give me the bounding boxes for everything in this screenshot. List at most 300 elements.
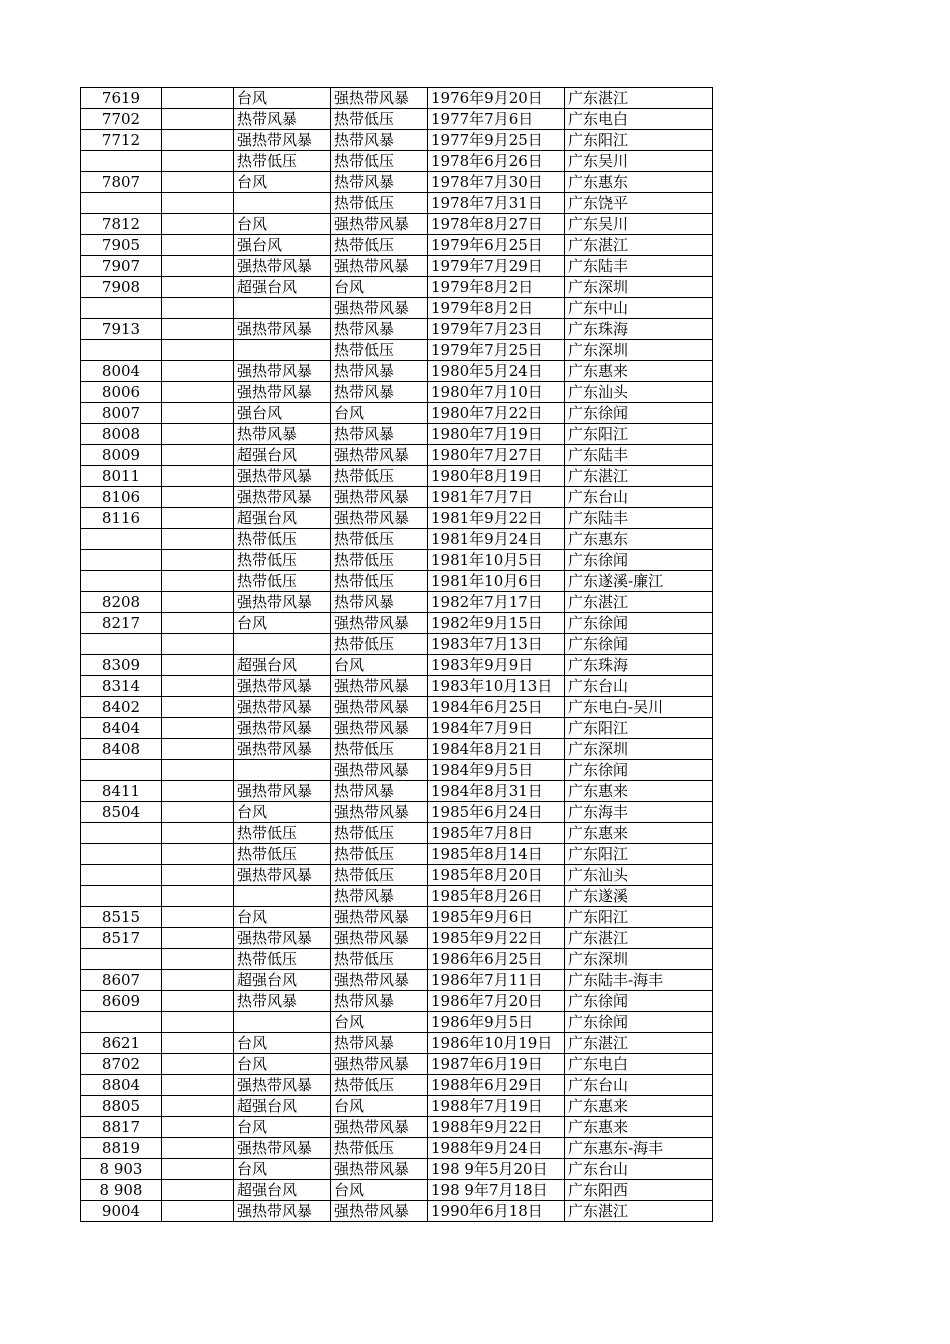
max-intensity-cell[interactable]: 台风 [234, 907, 331, 928]
typhoon-number-cell[interactable]: 8515 [81, 907, 162, 928]
landing-intensity-cell[interactable]: 强热带风暴 [331, 256, 428, 277]
max-intensity-cell[interactable]: 强热带风暴 [234, 592, 331, 613]
landing-date-cell[interactable]: 1977年7月6日 [428, 109, 565, 130]
landing-intensity-cell[interactable]: 强热带风暴 [331, 676, 428, 697]
blank-cell[interactable] [162, 277, 234, 298]
blank-cell[interactable] [162, 319, 234, 340]
landing-intensity-cell[interactable]: 强热带风暴 [331, 445, 428, 466]
landing-location-cell[interactable]: 广东汕头 [565, 865, 713, 886]
landing-intensity-cell[interactable]: 热带低压 [331, 571, 428, 592]
typhoon-number-cell[interactable]: 9004 [81, 1201, 162, 1222]
landing-location-cell[interactable]: 广东惠来 [565, 1117, 713, 1138]
landing-date-cell[interactable]: 1990年6月18日 [428, 1201, 565, 1222]
landing-intensity-cell[interactable]: 热带低压 [331, 550, 428, 571]
max-intensity-cell[interactable]: 台风 [234, 1117, 331, 1138]
max-intensity-cell[interactable]: 热带低压 [234, 151, 331, 172]
blank-cell[interactable] [162, 634, 234, 655]
blank-cell[interactable] [162, 592, 234, 613]
max-intensity-cell[interactable]: 超强台风 [234, 508, 331, 529]
landing-location-cell[interactable]: 广东湛江 [565, 1201, 713, 1222]
max-intensity-cell[interactable]: 超强台风 [234, 655, 331, 676]
landing-location-cell[interactable]: 广东阳江 [565, 130, 713, 151]
landing-intensity-cell[interactable]: 热带风暴 [331, 172, 428, 193]
landing-intensity-cell[interactable]: 强热带风暴 [331, 88, 428, 109]
typhoon-number-cell[interactable] [81, 151, 162, 172]
landing-date-cell[interactable]: 1984年6月25日 [428, 697, 565, 718]
typhoon-number-cell[interactable]: 8009 [81, 445, 162, 466]
max-intensity-cell[interactable]: 强热带风暴 [234, 676, 331, 697]
max-intensity-cell[interactable]: 强热带风暴 [234, 697, 331, 718]
typhoon-number-cell[interactable]: 8609 [81, 991, 162, 1012]
blank-cell[interactable] [162, 487, 234, 508]
max-intensity-cell[interactable] [234, 298, 331, 319]
max-intensity-cell[interactable]: 台风 [234, 1159, 331, 1180]
landing-date-cell[interactable]: 1982年7月17日 [428, 592, 565, 613]
typhoon-number-cell[interactable]: 8007 [81, 403, 162, 424]
typhoon-number-cell[interactable] [81, 949, 162, 970]
blank-cell[interactable] [162, 1096, 234, 1117]
typhoon-number-cell[interactable]: 7907 [81, 256, 162, 277]
typhoon-number-cell[interactable]: 8404 [81, 718, 162, 739]
blank-cell[interactable] [162, 739, 234, 760]
landing-date-cell[interactable]: 198 9年5月20日 [428, 1159, 565, 1180]
blank-cell[interactable] [162, 1201, 234, 1222]
typhoon-number-cell[interactable]: 8208 [81, 592, 162, 613]
max-intensity-cell[interactable] [234, 886, 331, 907]
landing-intensity-cell[interactable]: 强热带风暴 [331, 970, 428, 991]
landing-date-cell[interactable]: 1983年7月13日 [428, 634, 565, 655]
blank-cell[interactable] [162, 802, 234, 823]
blank-cell[interactable] [162, 382, 234, 403]
landing-intensity-cell[interactable]: 热带低压 [331, 634, 428, 655]
landing-date-cell[interactable]: 1988年6月29日 [428, 1075, 565, 1096]
landing-location-cell[interactable]: 广东徐闻 [565, 634, 713, 655]
landing-date-cell[interactable]: 1981年9月22日 [428, 508, 565, 529]
landing-date-cell[interactable]: 1986年10月19日 [428, 1033, 565, 1054]
landing-date-cell[interactable]: 1983年9月9日 [428, 655, 565, 676]
landing-intensity-cell[interactable]: 台风 [331, 655, 428, 676]
landing-location-cell[interactable]: 广东阳江 [565, 424, 713, 445]
landing-intensity-cell[interactable]: 台风 [331, 1012, 428, 1033]
landing-location-cell[interactable]: 广东徐闻 [565, 403, 713, 424]
landing-date-cell[interactable]: 1985年7月8日 [428, 823, 565, 844]
landing-intensity-cell[interactable]: 台风 [331, 1180, 428, 1201]
landing-date-cell[interactable]: 1979年8月2日 [428, 298, 565, 319]
landing-location-cell[interactable]: 广东台山 [565, 1075, 713, 1096]
typhoon-number-cell[interactable]: 8006 [81, 382, 162, 403]
landing-date-cell[interactable]: 1981年9月24日 [428, 529, 565, 550]
max-intensity-cell[interactable]: 台风 [234, 1033, 331, 1054]
landing-location-cell[interactable]: 广东电白-吴川 [565, 697, 713, 718]
max-intensity-cell[interactable]: 热带低压 [234, 571, 331, 592]
landing-date-cell[interactable]: 1981年10月6日 [428, 571, 565, 592]
typhoon-number-cell[interactable]: 8817 [81, 1117, 162, 1138]
blank-cell[interactable] [162, 361, 234, 382]
blank-cell[interactable] [162, 760, 234, 781]
max-intensity-cell[interactable]: 台风 [234, 88, 331, 109]
landing-location-cell[interactable]: 广东湛江 [565, 592, 713, 613]
landing-intensity-cell[interactable]: 热带低压 [331, 844, 428, 865]
landing-date-cell[interactable]: 1987年6月19日 [428, 1054, 565, 1075]
landing-intensity-cell[interactable]: 强热带风暴 [331, 697, 428, 718]
typhoon-number-cell[interactable]: 8805 [81, 1096, 162, 1117]
landing-location-cell[interactable]: 广东深圳 [565, 949, 713, 970]
landing-location-cell[interactable]: 广东珠海 [565, 655, 713, 676]
typhoon-number-cell[interactable]: 7807 [81, 172, 162, 193]
landing-location-cell[interactable]: 广东深圳 [565, 277, 713, 298]
landing-intensity-cell[interactable]: 热带低压 [331, 529, 428, 550]
landing-date-cell[interactable]: 1980年8月19日 [428, 466, 565, 487]
max-intensity-cell[interactable] [234, 1012, 331, 1033]
landing-date-cell[interactable]: 1982年9月15日 [428, 613, 565, 634]
landing-location-cell[interactable]: 广东陆丰 [565, 445, 713, 466]
typhoon-number-cell[interactable]: 8217 [81, 613, 162, 634]
typhoon-number-cell[interactable]: 8309 [81, 655, 162, 676]
typhoon-number-cell[interactable]: 8116 [81, 508, 162, 529]
typhoon-number-cell[interactable]: 8819 [81, 1138, 162, 1159]
typhoon-number-cell[interactable]: 7619 [81, 88, 162, 109]
landing-location-cell[interactable]: 广东陆丰 [565, 508, 713, 529]
landing-intensity-cell[interactable]: 热带风暴 [331, 130, 428, 151]
max-intensity-cell[interactable]: 热带风暴 [234, 991, 331, 1012]
blank-cell[interactable] [162, 1159, 234, 1180]
blank-cell[interactable] [162, 1180, 234, 1201]
landing-date-cell[interactable]: 1978年8月27日 [428, 214, 565, 235]
max-intensity-cell[interactable]: 超强台风 [234, 1096, 331, 1117]
landing-date-cell[interactable]: 1984年7月9日 [428, 718, 565, 739]
typhoon-number-cell[interactable]: 8004 [81, 361, 162, 382]
max-intensity-cell[interactable]: 台风 [234, 802, 331, 823]
blank-cell[interactable] [162, 697, 234, 718]
blank-cell[interactable] [162, 151, 234, 172]
blank-cell[interactable] [162, 298, 234, 319]
landing-intensity-cell[interactable]: 强热带风暴 [331, 928, 428, 949]
landing-intensity-cell[interactable]: 热带低压 [331, 1075, 428, 1096]
landing-date-cell[interactable]: 1986年6月25日 [428, 949, 565, 970]
typhoon-number-cell[interactable]: 8011 [81, 466, 162, 487]
landing-intensity-cell[interactable]: 强热带风暴 [331, 613, 428, 634]
blank-cell[interactable] [162, 403, 234, 424]
landing-intensity-cell[interactable]: 热带低压 [331, 466, 428, 487]
landing-location-cell[interactable]: 广东徐闻 [565, 991, 713, 1012]
max-intensity-cell[interactable]: 超强台风 [234, 1180, 331, 1201]
max-intensity-cell[interactable]: 强热带风暴 [234, 781, 331, 802]
typhoon-number-cell[interactable]: 8 908 [81, 1180, 162, 1201]
landing-intensity-cell[interactable]: 热带风暴 [331, 886, 428, 907]
landing-intensity-cell[interactable]: 强热带风暴 [331, 718, 428, 739]
blank-cell[interactable] [162, 256, 234, 277]
typhoon-number-cell[interactable] [81, 298, 162, 319]
landing-location-cell[interactable]: 广东遂溪-廉江 [565, 571, 713, 592]
landing-date-cell[interactable]: 1988年9月22日 [428, 1117, 565, 1138]
landing-intensity-cell[interactable]: 台风 [331, 403, 428, 424]
max-intensity-cell[interactable]: 热带风暴 [234, 424, 331, 445]
landing-intensity-cell[interactable]: 热带风暴 [331, 781, 428, 802]
typhoon-number-cell[interactable]: 8621 [81, 1033, 162, 1054]
blank-cell[interactable] [162, 340, 234, 361]
blank-cell[interactable] [162, 1117, 234, 1138]
typhoon-number-cell[interactable] [81, 340, 162, 361]
blank-cell[interactable] [162, 130, 234, 151]
landing-location-cell[interactable]: 广东阳江 [565, 844, 713, 865]
landing-location-cell[interactable]: 广东吴川 [565, 214, 713, 235]
landing-intensity-cell[interactable]: 热带风暴 [331, 592, 428, 613]
landing-date-cell[interactable]: 1986年7月20日 [428, 991, 565, 1012]
blank-cell[interactable] [162, 1054, 234, 1075]
typhoon-number-cell[interactable]: 7905 [81, 235, 162, 256]
blank-cell[interactable] [162, 928, 234, 949]
typhoon-number-cell[interactable] [81, 193, 162, 214]
landing-intensity-cell[interactable]: 强热带风暴 [331, 487, 428, 508]
landing-location-cell[interactable]: 广东徐闻 [565, 613, 713, 634]
landing-location-cell[interactable]: 广东中山 [565, 298, 713, 319]
blank-cell[interactable] [162, 676, 234, 697]
blank-cell[interactable] [162, 1138, 234, 1159]
landing-intensity-cell[interactable]: 热带低压 [331, 1138, 428, 1159]
landing-date-cell[interactable]: 1980年7月10日 [428, 382, 565, 403]
landing-intensity-cell[interactable]: 台风 [331, 1096, 428, 1117]
landing-intensity-cell[interactable]: 强热带风暴 [331, 508, 428, 529]
max-intensity-cell[interactable]: 超强台风 [234, 970, 331, 991]
landing-location-cell[interactable]: 广东惠来 [565, 781, 713, 802]
blank-cell[interactable] [162, 886, 234, 907]
blank-cell[interactable] [162, 781, 234, 802]
landing-date-cell[interactable]: 1977年9月25日 [428, 130, 565, 151]
landing-location-cell[interactable]: 广东台山 [565, 1159, 713, 1180]
landing-date-cell[interactable]: 1988年7月19日 [428, 1096, 565, 1117]
landing-intensity-cell[interactable]: 热带低压 [331, 949, 428, 970]
blank-cell[interactable] [162, 109, 234, 130]
landing-date-cell[interactable]: 1981年7月7日 [428, 487, 565, 508]
landing-location-cell[interactable]: 广东惠东 [565, 172, 713, 193]
landing-date-cell[interactable]: 1979年7月29日 [428, 256, 565, 277]
landing-date-cell[interactable]: 1978年6月26日 [428, 151, 565, 172]
typhoon-number-cell[interactable] [81, 760, 162, 781]
blank-cell[interactable] [162, 529, 234, 550]
landing-date-cell[interactable]: 1976年9月20日 [428, 88, 565, 109]
blank-cell[interactable] [162, 865, 234, 886]
landing-date-cell[interactable]: 1979年7月23日 [428, 319, 565, 340]
landing-date-cell[interactable]: 1983年10月13日 [428, 676, 565, 697]
max-intensity-cell[interactable]: 热带低压 [234, 823, 331, 844]
landing-date-cell[interactable]: 1985年8月26日 [428, 886, 565, 907]
max-intensity-cell[interactable]: 强热带风暴 [234, 1075, 331, 1096]
landing-intensity-cell[interactable]: 热带风暴 [331, 319, 428, 340]
max-intensity-cell[interactable] [234, 340, 331, 361]
landing-intensity-cell[interactable]: 强热带风暴 [331, 1054, 428, 1075]
max-intensity-cell[interactable]: 强热带风暴 [234, 130, 331, 151]
landing-date-cell[interactable]: 1980年7月27日 [428, 445, 565, 466]
landing-location-cell[interactable]: 广东湛江 [565, 1033, 713, 1054]
blank-cell[interactable] [162, 949, 234, 970]
landing-intensity-cell[interactable]: 热带风暴 [331, 382, 428, 403]
blank-cell[interactable] [162, 844, 234, 865]
blank-cell[interactable] [162, 991, 234, 1012]
landing-location-cell[interactable]: 广东电白 [565, 109, 713, 130]
max-intensity-cell[interactable]: 强热带风暴 [234, 1201, 331, 1222]
max-intensity-cell[interactable]: 强热带风暴 [234, 319, 331, 340]
landing-date-cell[interactable]: 1981年10月5日 [428, 550, 565, 571]
blank-cell[interactable] [162, 571, 234, 592]
landing-location-cell[interactable]: 广东汕头 [565, 382, 713, 403]
typhoon-number-cell[interactable]: 8408 [81, 739, 162, 760]
landing-location-cell[interactable]: 广东惠来 [565, 823, 713, 844]
blank-cell[interactable] [162, 508, 234, 529]
landing-date-cell[interactable]: 1986年7月11日 [428, 970, 565, 991]
typhoon-number-cell[interactable]: 8411 [81, 781, 162, 802]
blank-cell[interactable] [162, 445, 234, 466]
typhoon-number-cell[interactable]: 7908 [81, 277, 162, 298]
max-intensity-cell[interactable]: 强热带风暴 [234, 928, 331, 949]
landing-location-cell[interactable]: 广东陆丰-海丰 [565, 970, 713, 991]
typhoon-number-cell[interactable]: 8702 [81, 1054, 162, 1075]
typhoon-number-cell[interactable] [81, 634, 162, 655]
landing-intensity-cell[interactable]: 强热带风暴 [331, 214, 428, 235]
landing-date-cell[interactable]: 1979年7月25日 [428, 340, 565, 361]
landing-intensity-cell[interactable]: 强热带风暴 [331, 1117, 428, 1138]
typhoon-number-cell[interactable]: 8 903 [81, 1159, 162, 1180]
landing-location-cell[interactable]: 广东徐闻 [565, 550, 713, 571]
landing-location-cell[interactable]: 广东湛江 [565, 88, 713, 109]
landing-date-cell[interactable]: 1984年8月31日 [428, 781, 565, 802]
max-intensity-cell[interactable] [234, 760, 331, 781]
landing-intensity-cell[interactable]: 热带低压 [331, 193, 428, 214]
landing-location-cell[interactable]: 广东惠东-海丰 [565, 1138, 713, 1159]
blank-cell[interactable] [162, 613, 234, 634]
max-intensity-cell[interactable] [234, 634, 331, 655]
typhoon-number-cell[interactable] [81, 1012, 162, 1033]
max-intensity-cell[interactable]: 强热带风暴 [234, 256, 331, 277]
typhoon-number-cell[interactable]: 8517 [81, 928, 162, 949]
landing-intensity-cell[interactable]: 热带低压 [331, 739, 428, 760]
landing-intensity-cell[interactable]: 热带风暴 [331, 361, 428, 382]
max-intensity-cell[interactable]: 强台风 [234, 235, 331, 256]
landing-intensity-cell[interactable]: 台风 [331, 277, 428, 298]
landing-date-cell[interactable]: 198 9年7月18日 [428, 1180, 565, 1201]
max-intensity-cell[interactable]: 热带风暴 [234, 109, 331, 130]
blank-cell[interactable] [162, 718, 234, 739]
typhoon-number-cell[interactable] [81, 844, 162, 865]
landing-date-cell[interactable]: 1985年9月6日 [428, 907, 565, 928]
landing-intensity-cell[interactable]: 热带风暴 [331, 1033, 428, 1054]
landing-location-cell[interactable]: 广东珠海 [565, 319, 713, 340]
blank-cell[interactable] [162, 172, 234, 193]
max-intensity-cell[interactable]: 热带低压 [234, 949, 331, 970]
max-intensity-cell[interactable]: 台风 [234, 214, 331, 235]
max-intensity-cell[interactable]: 超强台风 [234, 277, 331, 298]
landing-date-cell[interactable]: 1985年9月22日 [428, 928, 565, 949]
landing-location-cell[interactable]: 广东徐闻 [565, 1012, 713, 1033]
typhoon-number-cell[interactable]: 7712 [81, 130, 162, 151]
typhoon-number-cell[interactable] [81, 823, 162, 844]
landing-location-cell[interactable]: 广东惠来 [565, 361, 713, 382]
max-intensity-cell[interactable]: 强热带风暴 [234, 1138, 331, 1159]
landing-intensity-cell[interactable]: 强热带风暴 [331, 907, 428, 928]
typhoon-number-cell[interactable]: 7913 [81, 319, 162, 340]
max-intensity-cell[interactable]: 强热带风暴 [234, 382, 331, 403]
blank-cell[interactable] [162, 88, 234, 109]
typhoon-number-cell[interactable] [81, 529, 162, 550]
landing-date-cell[interactable]: 1979年8月2日 [428, 277, 565, 298]
blank-cell[interactable] [162, 1033, 234, 1054]
typhoon-number-cell[interactable]: 7812 [81, 214, 162, 235]
landing-intensity-cell[interactable]: 热带风暴 [331, 991, 428, 1012]
max-intensity-cell[interactable]: 台风 [234, 1054, 331, 1075]
max-intensity-cell[interactable]: 强台风 [234, 403, 331, 424]
landing-location-cell[interactable]: 广东徐闻 [565, 760, 713, 781]
max-intensity-cell[interactable]: 热带低压 [234, 844, 331, 865]
max-intensity-cell[interactable]: 强热带风暴 [234, 739, 331, 760]
landing-location-cell[interactable]: 广东深圳 [565, 739, 713, 760]
landing-date-cell[interactable]: 1980年7月19日 [428, 424, 565, 445]
landing-location-cell[interactable]: 广东阳西 [565, 1180, 713, 1201]
landing-location-cell[interactable]: 广东台山 [565, 676, 713, 697]
typhoon-number-cell[interactable]: 8314 [81, 676, 162, 697]
blank-cell[interactable] [162, 193, 234, 214]
landing-date-cell[interactable]: 1978年7月31日 [428, 193, 565, 214]
max-intensity-cell[interactable]: 台风 [234, 613, 331, 634]
typhoon-number-cell[interactable]: 8008 [81, 424, 162, 445]
landing-date-cell[interactable]: 1985年6月24日 [428, 802, 565, 823]
max-intensity-cell[interactable]: 热带低压 [234, 529, 331, 550]
landing-location-cell[interactable]: 广东深圳 [565, 340, 713, 361]
landing-location-cell[interactable]: 广东阳江 [565, 718, 713, 739]
max-intensity-cell[interactable]: 强热带风暴 [234, 718, 331, 739]
typhoon-number-cell[interactable]: 7702 [81, 109, 162, 130]
landing-date-cell[interactable]: 1984年9月5日 [428, 760, 565, 781]
landing-intensity-cell[interactable]: 强热带风暴 [331, 760, 428, 781]
landing-date-cell[interactable]: 1988年9月24日 [428, 1138, 565, 1159]
landing-location-cell[interactable]: 广东惠东 [565, 529, 713, 550]
landing-intensity-cell[interactable]: 热带低压 [331, 865, 428, 886]
landing-location-cell[interactable]: 广东台山 [565, 487, 713, 508]
landing-intensity-cell[interactable]: 强热带风暴 [331, 1159, 428, 1180]
landing-date-cell[interactable]: 1978年7月30日 [428, 172, 565, 193]
landing-date-cell[interactable]: 1980年5月24日 [428, 361, 565, 382]
landing-date-cell[interactable]: 1984年8月21日 [428, 739, 565, 760]
blank-cell[interactable] [162, 655, 234, 676]
typhoon-number-cell[interactable] [81, 886, 162, 907]
landing-location-cell[interactable]: 广东陆丰 [565, 256, 713, 277]
blank-cell[interactable] [162, 550, 234, 571]
blank-cell[interactable] [162, 424, 234, 445]
max-intensity-cell[interactable]: 强热带风暴 [234, 361, 331, 382]
landing-location-cell[interactable]: 广东惠来 [565, 1096, 713, 1117]
typhoon-number-cell[interactable]: 8607 [81, 970, 162, 991]
landing-date-cell[interactable]: 1979年6月25日 [428, 235, 565, 256]
landing-intensity-cell[interactable]: 热带低压 [331, 109, 428, 130]
landing-location-cell[interactable]: 广东海丰 [565, 802, 713, 823]
landing-location-cell[interactable]: 广东湛江 [565, 928, 713, 949]
blank-cell[interactable] [162, 214, 234, 235]
typhoon-number-cell[interactable]: 8504 [81, 802, 162, 823]
max-intensity-cell[interactable] [234, 193, 331, 214]
max-intensity-cell[interactable]: 强热带风暴 [234, 865, 331, 886]
landing-intensity-cell[interactable]: 热带低压 [331, 823, 428, 844]
typhoon-number-cell[interactable]: 8804 [81, 1075, 162, 1096]
landing-date-cell[interactable]: 1986年9月5日 [428, 1012, 565, 1033]
landing-intensity-cell[interactable]: 强热带风暴 [331, 1201, 428, 1222]
blank-cell[interactable] [162, 823, 234, 844]
max-intensity-cell[interactable]: 强热带风暴 [234, 487, 331, 508]
blank-cell[interactable] [162, 1012, 234, 1033]
typhoon-number-cell[interactable]: 8106 [81, 487, 162, 508]
blank-cell[interactable] [162, 466, 234, 487]
landing-location-cell[interactable]: 广东吴川 [565, 151, 713, 172]
landing-date-cell[interactable]: 1985年8月20日 [428, 865, 565, 886]
landing-intensity-cell[interactable]: 强热带风暴 [331, 802, 428, 823]
landing-intensity-cell[interactable]: 热带低压 [331, 340, 428, 361]
